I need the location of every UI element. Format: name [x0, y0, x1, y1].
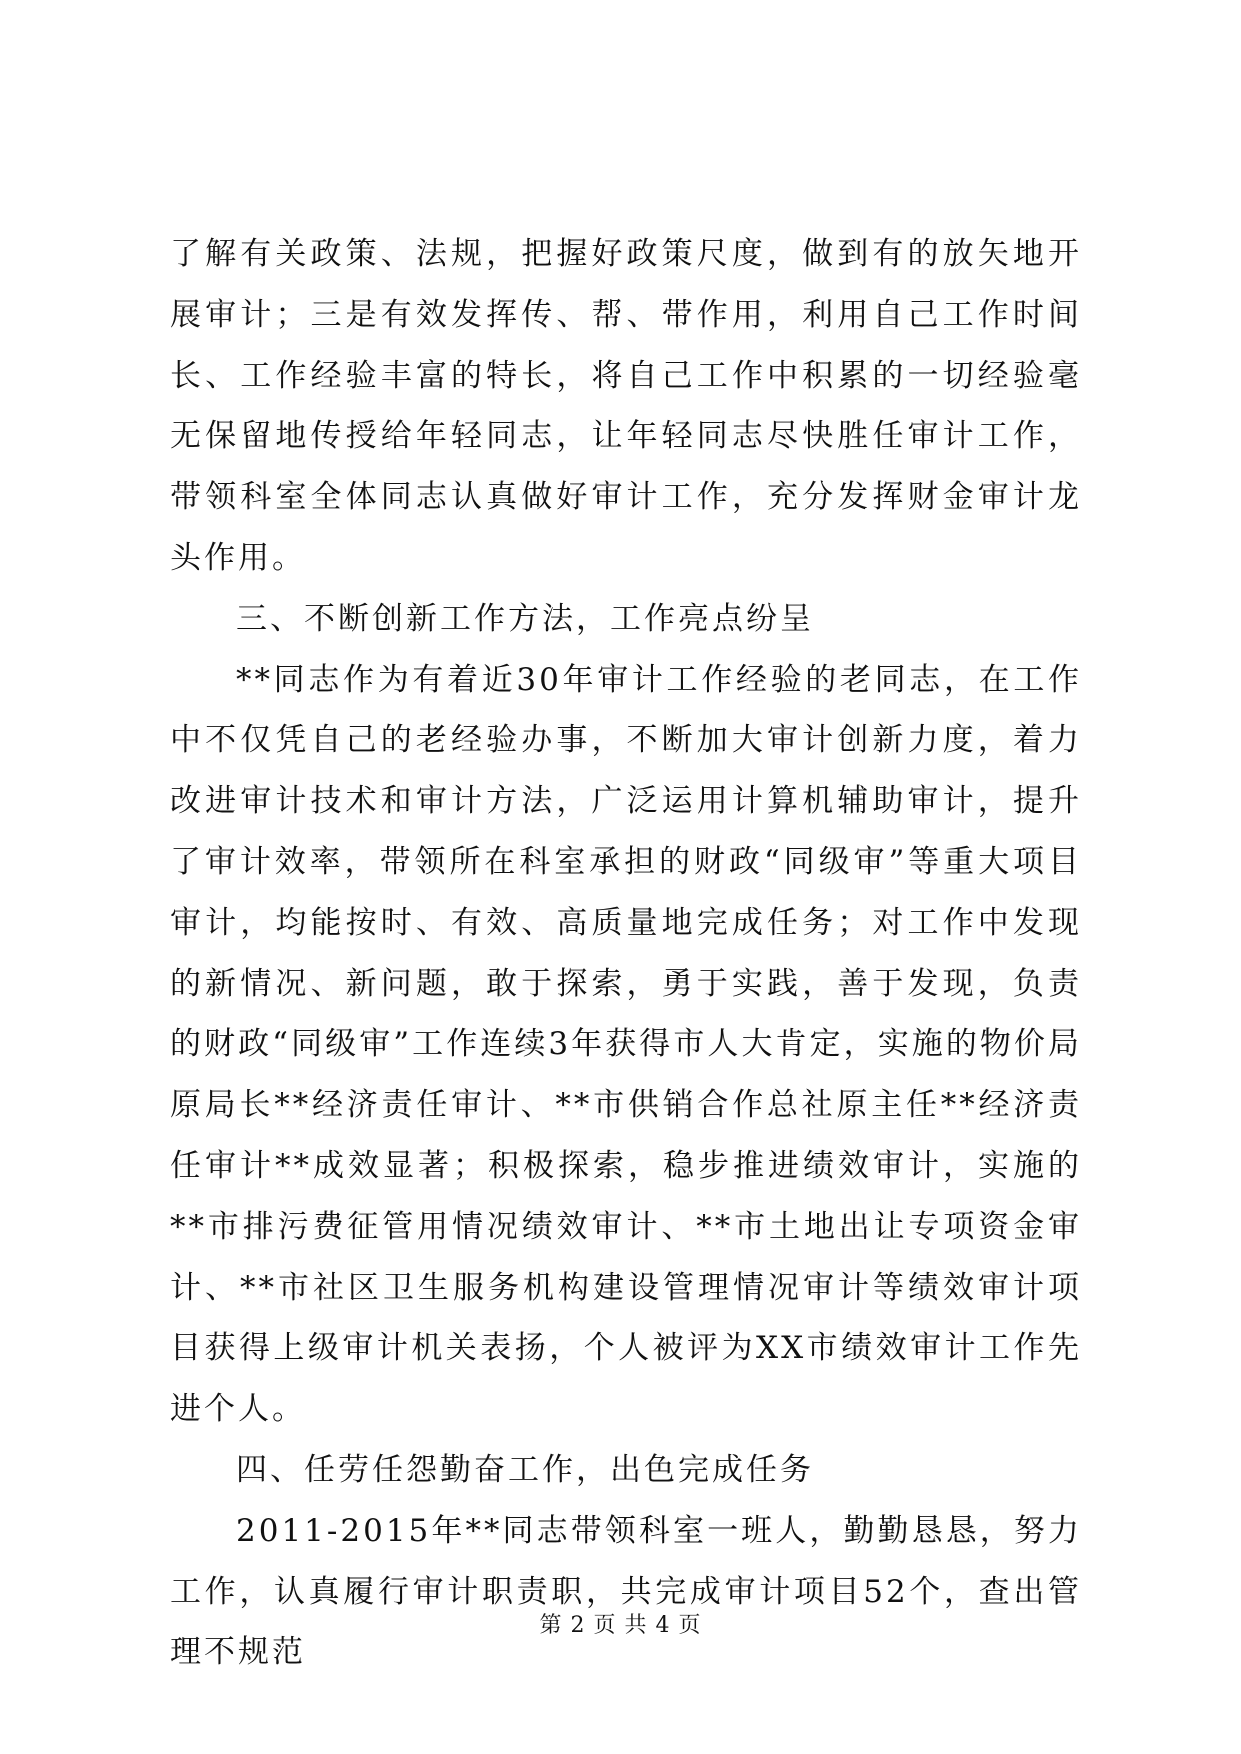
section-heading-4: 四、任劳任怨勤奋工作，出色完成任务: [236, 1451, 814, 1488]
document-body: [170, 224, 1082, 1683]
paragraph-section-4: 2011-2015年**同志带领科室一班人，勤勤恳恳，努力工作，认真履行审计职责职，共完成审计项目52个，查出管理不规范: [170, 1512, 1082, 1671]
paragraph-continuation: 了解有关政策、法规，把握好政策尺度，做到有的放矢地开展审计；三是有效发挥传、帮、带作用，利用自己工作时间长、工作经验丰富的特长，将自己工作中积累的一切经验毫无保留地传授给年轻同志，让年轻同志尽快胜任审计工作，带领科室全体同志认真做好审计工作，充分发挥财金审计龙头作用。: [170, 236, 1082, 576]
paragraph-section-3: **同志作为有着近30年审计工作经验的老同志，在工作中不仅凭自己的老经验办事，不断加大审计创新力度，着力改进审计技术和审计方法，广泛运用计算机辅助审计，提升了审计效率，带领所在科室承担的财政“同级审”等重大项目审计，均能按时、有效、高质量地完成任务；对工作中发现的新情况、新问题，敢于探索，勇于实践，善于发现，负责的财政“同级审”工作连续3年获得市人大肯定，实施的物价局原局长**经济责任审计、**市供销合作总社原主任**经济责任审计**成效显著；积极探索，稳步推进绩效审计，实施的**市排污费征管用情况绩效审计、**市土地出让专项资金审计、**市社区卫生服务机构建设管理情况审计等绩效审计项目获得上级审计机关表扬，个人被评为XX市绩效审计工作先进个人。: [170, 661, 1082, 1428]
section-heading-3: 三、不断创新工作方法，工作亮点纷呈: [236, 600, 814, 637]
page-footer: [0, 1608, 1241, 1639]
page-number: 第 2 页 共 4 页: [539, 1613, 702, 1638]
